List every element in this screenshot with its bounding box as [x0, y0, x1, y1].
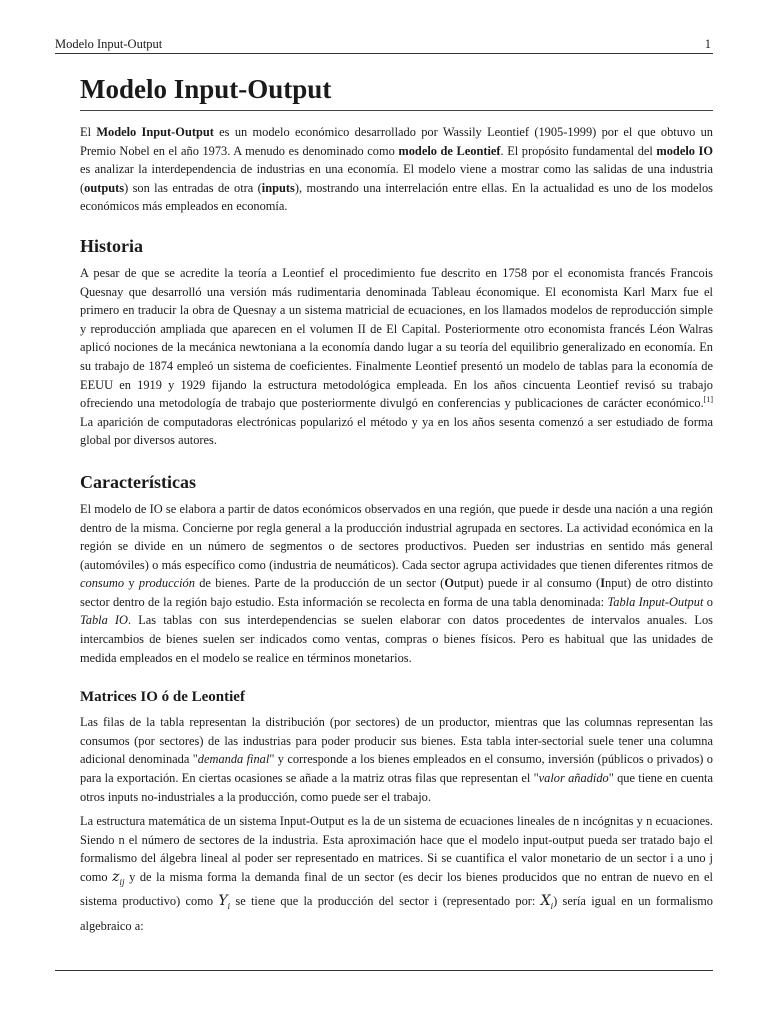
- text-run: Las filas de la tabla representan la distribución (por sectores) de un productor, mientras que las columnas representan las consumos (por sectores) de las industrias para poder producir sus bienes. Esta tabla inter-sectorial suele tener una columna adicional denominada ": [80, 715, 713, 767]
- text-run: y: [124, 576, 139, 591]
- text-run: de bienes. Parte de la producción de un sector (: [194, 576, 445, 591]
- text-run: El modelo de IO se elabora a partir de datos económicos observados en una región, que puede ir desde una nación a una región dentro de la misma. Concierne por regla general a la producción industrial agrupada en sectores. La actividad económica en la región se divide en un número de segmentos o de sectores productivos. Pueden ser industrias en sentido más general (automóviles) o más específico como (industria de neumáticos). Cada sector agrupa actividades que tienen diferentes ritmos de: [80, 501, 713, 572]
- text-run: es un modelo económico desarrollado por Wassily Leontief (1905-1999) por el que obtuvo un Premio Nobel en el año 1973. A menudo es denominado como: [80, 125, 714, 158]
- text-run: se tiene que la producción del sector i (representado por:: [230, 894, 541, 909]
- page-number: 1: [704, 37, 711, 51]
- math-z-ij: $z_{ij}$: [112, 869, 125, 887]
- italic-term: Tabla IO: [80, 613, 128, 628]
- article-body: [80, 72, 713, 935]
- text-run: La aparición de computadoras electrónicas popularizó el método y ya en los años sesenta comenzó a ser estudiado de forma global por diversos autores.: [80, 414, 713, 448]
- bold-letter: O: [444, 576, 454, 591]
- text-run: ), mostrando una interrelación entre ellas. En la actualidad es uno de los modelos económicos más empleados en economía.: [80, 180, 713, 214]
- bold-term: modelo de Leontief: [398, 143, 501, 158]
- matrices-paragraph-2: [80, 812, 713, 935]
- subsection-heading-matrices: Matrices IO ó de Leontief: [80, 689, 245, 706]
- section-heading-caracteristicas: Características: [80, 471, 196, 492]
- text-run: . El propósito fundamental del: [500, 143, 657, 158]
- section-heading-historia: Historia: [80, 235, 143, 256]
- intro-paragraph: [80, 123, 713, 216]
- article-title: Modelo Input-Output: [80, 72, 713, 111]
- text-run: ) son las entradas de otra (: [124, 180, 262, 195]
- bold-letter: I: [600, 576, 606, 591]
- matrices-paragraph-1: [80, 713, 713, 806]
- bold-term: Modelo Input-Output: [96, 125, 214, 139]
- text-run: nput) de otro distinto sector dentro de la región bajo estudio. Esta información se recolecta en forma de una tabla denominada:: [80, 576, 713, 609]
- text-run: . Las tablas con sus interdependencias se suelen elaborar con datos procedentes de intervalos anuales. Los intercambios de bienes suelen ser indicados como ventas, compras o bienes físicos. Pero es habitual que las unidades de medida empleados en el modelo se realice en términos monetarios.: [80, 613, 713, 665]
- text-run: ) sería igual en un formalismo algebraico a:: [80, 894, 713, 933]
- caracteristicas-paragraph: [80, 500, 713, 667]
- historia-paragraph: [80, 264, 713, 450]
- bold-term: inputs: [261, 180, 295, 195]
- citation-link[interactable]: [1]: [703, 395, 713, 405]
- text-run: es analizar la interdependencia de industrias en una economía. El modelo viene a mostrar como las salidas de una industria (: [80, 162, 713, 195]
- text-run: La estructura matemática de un sistema Input-Output es la de un sistema de ecuaciones lineales de n incógnitas y n ecuaciones. Siendo n el número de sectores de la industria. Esta aproximación hace que el modelo input-output pueda ser tratado bajo el formalismo del álgebra lineal al poder ser representado en matrices. Si se cuantifica el valor monetario de un sector i a uno j como: [80, 814, 713, 884]
- italic-term: consumo: [80, 576, 125, 591]
- italic-term: valor añadido: [538, 771, 609, 786]
- italic-term: demanda final: [197, 752, 270, 767]
- text-run: o: [703, 594, 713, 609]
- footer-rule: [55, 970, 713, 971]
- italic-term: Tabla Input-Output: [607, 594, 704, 609]
- header-rule: [55, 53, 713, 54]
- math-y-i: $Y_i$: [218, 893, 231, 912]
- bold-term: modelo IO: [656, 143, 713, 158]
- bold-term: outputs: [84, 180, 125, 195]
- math-x-i: $X_i$: [540, 893, 554, 912]
- text-run: " que tiene en cuenta otros inputs no-industriales a la producción, como puede ser el trabajo.: [80, 771, 713, 804]
- text-run: utput) puede ir al consumo (: [453, 576, 601, 591]
- text-run: y de la misma forma la demanda final de un sector (es decir los bienes producidos que no entran de nuevo en el sistema productivo) como: [80, 870, 713, 909]
- text-run: El: [80, 125, 97, 139]
- text-run: A pesar de que se acredite la teoría a Leontief el procedimiento fue descrito en 1758 por el economista francés Francois Quesnay que desarrolló una versión más rudimentaria denominada Tableau économique. El economista Karl Marx fue el primero en traducir la obra de Quesnay a un sistema matricial de ecuaciones, en los llamados modelos de reproducción simple y reproducción ampliada que aparecen en el volumen II de El Capital. Posteriormente otro economista francés Léon Walras aplicó nociones de la mecánica newtoniana a la economía dando lugar a su teoría del equilibrio generalizado en economía. En su trabajo de 1874 empleó un sistema de coeficientes. Finalmente Leontief presentó un modelo de tablas para la economía de EEUU en 1919 y 1929 fijando la estructura metodológica empleada. En los años cincuenta Leontief revisó su trabajo ofreciendo una metodología de trabajo que posteriormente divulgó en conferencias y publicaciones de carácter económico.: [80, 265, 713, 411]
- running-header-title: Modelo Input-Output: [55, 37, 163, 51]
- italic-term: producción: [138, 576, 195, 591]
- text-run: " y corresponde a los bienes empleados en el consumo, inversión (públicos o privados) o para la exportación. En ciertas ocasiones se añade a la matriz otras filas que representan el ": [80, 752, 713, 786]
